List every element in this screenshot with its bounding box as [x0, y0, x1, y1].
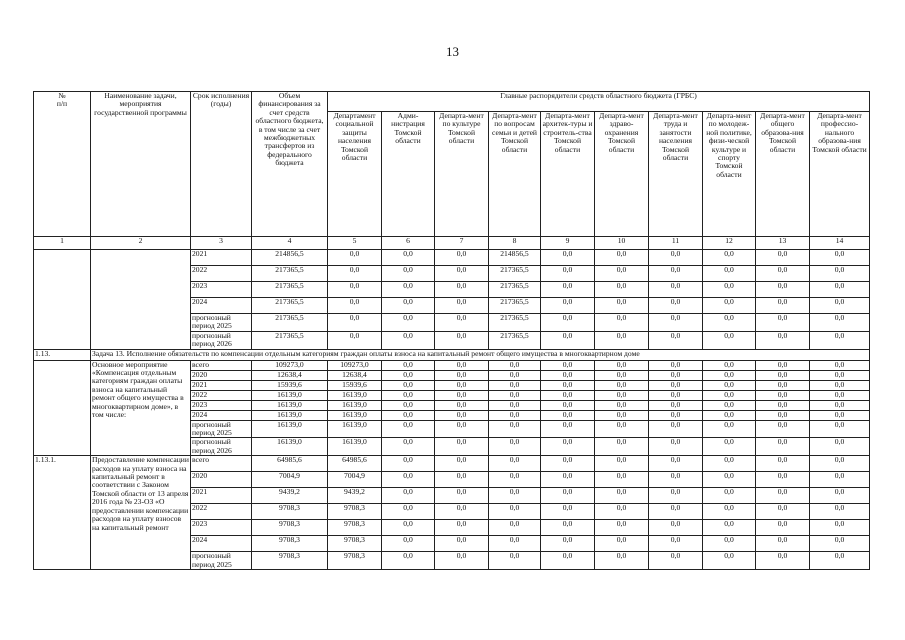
value-cell: 0,0 [382, 438, 435, 456]
period-cell: прогнозный период 2026 [191, 331, 252, 349]
value-cell: 0,0 [649, 420, 703, 438]
value-cell: 0,0 [382, 331, 435, 349]
value-cell: 0,0 [703, 410, 756, 420]
value-cell: 0,0 [382, 360, 435, 370]
value-cell: 0,0 [810, 456, 870, 472]
period-cell: прогнозный период 2025 [191, 314, 252, 332]
value-cell: 64985,6 [252, 456, 328, 472]
value-cell: 0,0 [756, 298, 810, 314]
value-cell: 0,0 [810, 472, 870, 488]
value-cell: 0,0 [810, 410, 870, 420]
value-cell: 16139,0 [252, 420, 328, 438]
value-cell: 0,0 [382, 250, 435, 266]
header-col-name: Наименование задачи, мероприятия государственной программы [91, 92, 191, 237]
value-cell: 0,0 [489, 488, 541, 504]
value-cell: 0,0 [703, 266, 756, 282]
value-cell: 0,0 [435, 400, 489, 410]
value-cell: 0,0 [541, 400, 595, 410]
value-cell: 0,0 [541, 390, 595, 400]
value-cell: 0,0 [382, 520, 435, 536]
value-cell: 0,0 [649, 488, 703, 504]
value-cell: 0,0 [382, 472, 435, 488]
value-cell: 9708,3 [328, 536, 382, 552]
value-cell: 64985,6 [328, 456, 382, 472]
value-cell: 0,0 [435, 380, 489, 390]
value-cell: 0,0 [595, 314, 649, 332]
value-cell: 0,0 [649, 331, 703, 349]
value-cell: 0,0 [595, 472, 649, 488]
value-cell: 0,0 [703, 472, 756, 488]
value-cell: 0,0 [489, 370, 541, 380]
column-number: 3 [191, 237, 252, 250]
value-cell: 16139,0 [328, 438, 382, 456]
header-grbs-3: Департа-мент по культуре Томской области [435, 112, 489, 237]
value-cell: 0,0 [810, 504, 870, 520]
value-cell: 0,0 [703, 438, 756, 456]
column-number: 10 [595, 237, 649, 250]
value-cell: 0,0 [756, 370, 810, 380]
period-cell: 2020 [191, 472, 252, 488]
value-cell: 217365,5 [489, 314, 541, 332]
value-cell: 0,0 [328, 314, 382, 332]
value-cell: 0,0 [541, 314, 595, 332]
header-grbs-1: Департамент социальной защиты населения Томской области [328, 112, 382, 237]
period-cell: 2023 [191, 282, 252, 298]
value-cell: 217365,5 [252, 298, 328, 314]
value-cell: 0,0 [435, 360, 489, 370]
value-cell: 0,0 [810, 400, 870, 410]
value-cell: 0,0 [541, 420, 595, 438]
value-cell: 0,0 [541, 250, 595, 266]
value-cell: 0,0 [649, 504, 703, 520]
value-cell: 9708,3 [252, 520, 328, 536]
value-cell: 0,0 [541, 380, 595, 390]
column-number: 11 [649, 237, 703, 250]
value-cell: 0,0 [435, 472, 489, 488]
value-cell: 0,0 [435, 314, 489, 332]
column-number: 5 [328, 237, 382, 250]
value-cell: 0,0 [541, 282, 595, 298]
value-cell: 0,0 [649, 250, 703, 266]
task-row [34, 349, 870, 360]
value-cell: 0,0 [649, 314, 703, 332]
value-cell: 0,0 [541, 552, 595, 570]
value-cell: 0,0 [382, 370, 435, 380]
value-cell: 0,0 [756, 400, 810, 410]
value-cell: 217365,5 [252, 314, 328, 332]
value-cell: 0,0 [810, 282, 870, 298]
value-cell: 0,0 [541, 536, 595, 552]
value-cell: 0,0 [435, 410, 489, 420]
value-cell: 0,0 [382, 282, 435, 298]
period-cell: прогнозный период 2025 [191, 420, 252, 438]
value-cell: 0,0 [810, 250, 870, 266]
value-cell: 0,0 [382, 536, 435, 552]
value-cell: 0,0 [756, 390, 810, 400]
value-cell: 217365,5 [252, 282, 328, 298]
value-cell: 0,0 [703, 400, 756, 410]
header-grbs-8: Департа-мент по молодеж-ной политике, физи-ческой культуре и спорту Томской области [703, 112, 756, 237]
value-cell: 0,0 [703, 298, 756, 314]
value-cell: 0,0 [810, 536, 870, 552]
value-cell: 0,0 [328, 250, 382, 266]
value-cell: 217365,5 [489, 282, 541, 298]
value-cell: 15939,6 [328, 380, 382, 390]
row-number: 1.13.1. [34, 456, 91, 570]
value-cell: 0,0 [489, 438, 541, 456]
value-cell: 0,0 [595, 552, 649, 570]
table-row [34, 360, 870, 370]
value-cell: 0,0 [541, 520, 595, 536]
value-cell: 0,0 [435, 250, 489, 266]
value-cell: 0,0 [435, 298, 489, 314]
value-cell: 217365,5 [489, 266, 541, 282]
value-cell: 0,0 [703, 504, 756, 520]
value-cell: 0,0 [541, 504, 595, 520]
value-cell: 0,0 [595, 438, 649, 456]
value-cell: 0,0 [595, 456, 649, 472]
value-cell: 0,0 [595, 390, 649, 400]
column-number: 14 [810, 237, 870, 250]
value-cell: 0,0 [382, 488, 435, 504]
value-cell: 0,0 [756, 314, 810, 332]
value-cell: 16139,0 [252, 410, 328, 420]
value-cell: 0,0 [382, 314, 435, 332]
value-cell: 0,0 [649, 266, 703, 282]
activity-name [91, 250, 191, 350]
value-cell: 0,0 [489, 472, 541, 488]
value-cell: 0,0 [595, 400, 649, 410]
value-cell: 0,0 [810, 360, 870, 370]
value-cell: 0,0 [328, 266, 382, 282]
value-cell: 12638,4 [328, 370, 382, 380]
value-cell: 0,0 [382, 380, 435, 390]
value-cell: 0,0 [382, 410, 435, 420]
value-cell: 0,0 [595, 266, 649, 282]
value-cell: 0,0 [541, 410, 595, 420]
value-cell: 16139,0 [328, 410, 382, 420]
table-row [34, 456, 870, 472]
value-cell: 0,0 [756, 360, 810, 370]
value-cell: 0,0 [489, 390, 541, 400]
value-cell: 0,0 [435, 282, 489, 298]
value-cell: 0,0 [595, 520, 649, 536]
value-cell: 0,0 [703, 360, 756, 370]
value-cell: 7004,9 [252, 472, 328, 488]
value-cell: 0,0 [756, 504, 810, 520]
header-grbs-4: Департа-мент по вопросам семьи и детей Томской области [489, 112, 541, 237]
value-cell: 0,0 [328, 331, 382, 349]
value-cell: 217365,5 [252, 266, 328, 282]
value-cell: 7004,9 [328, 472, 382, 488]
value-cell: 0,0 [703, 552, 756, 570]
value-cell: 0,0 [595, 298, 649, 314]
value-cell: 0,0 [489, 536, 541, 552]
value-cell: 0,0 [435, 266, 489, 282]
value-cell: 0,0 [756, 410, 810, 420]
value-cell: 9439,2 [328, 488, 382, 504]
value-cell: 0,0 [489, 410, 541, 420]
value-cell: 0,0 [435, 390, 489, 400]
column-number: 2 [91, 237, 191, 250]
value-cell: 0,0 [435, 331, 489, 349]
value-cell: 0,0 [703, 314, 756, 332]
value-cell: 0,0 [649, 456, 703, 472]
value-cell: 0,0 [382, 456, 435, 472]
value-cell: 0,0 [435, 488, 489, 504]
column-number: 9 [541, 237, 595, 250]
column-number: 6 [382, 237, 435, 250]
value-cell: 9708,3 [252, 504, 328, 520]
value-cell: 0,0 [703, 536, 756, 552]
header-grbs-9: Департа-мент общего образова-ния Томской области [756, 112, 810, 237]
value-cell: 0,0 [756, 282, 810, 298]
value-cell: 0,0 [703, 380, 756, 390]
value-cell: 0,0 [756, 250, 810, 266]
value-cell: 0,0 [649, 400, 703, 410]
period-cell: 2024 [191, 410, 252, 420]
period-cell: 2023 [191, 400, 252, 410]
value-cell: 0,0 [810, 266, 870, 282]
value-cell: 0,0 [489, 420, 541, 438]
value-cell: 0,0 [703, 250, 756, 266]
value-cell: 109273,0 [252, 360, 328, 370]
value-cell: 9439,2 [252, 488, 328, 504]
period-cell: 2022 [191, 266, 252, 282]
value-cell: 16139,0 [328, 390, 382, 400]
value-cell: 0,0 [810, 438, 870, 456]
column-number: 13 [756, 237, 810, 250]
period-cell: 2021 [191, 488, 252, 504]
value-cell: 0,0 [649, 536, 703, 552]
value-cell: 0,0 [756, 438, 810, 456]
value-cell: 0,0 [703, 370, 756, 380]
value-cell: 0,0 [649, 380, 703, 390]
value-cell: 9708,3 [328, 520, 382, 536]
value-cell: 0,0 [810, 298, 870, 314]
value-cell: 0,0 [595, 410, 649, 420]
value-cell: 214856,5 [252, 250, 328, 266]
value-cell: 0,0 [595, 504, 649, 520]
value-cell: 0,0 [756, 331, 810, 349]
value-cell: 0,0 [756, 266, 810, 282]
value-cell: 0,0 [382, 390, 435, 400]
value-cell: 0,0 [489, 360, 541, 370]
value-cell: 217365,5 [489, 331, 541, 349]
value-cell: 0,0 [435, 520, 489, 536]
value-cell: 0,0 [810, 331, 870, 349]
header-grbs-5: Департа-мент архитек-туры и строитель-ства Томской области [541, 112, 595, 237]
value-cell: 0,0 [810, 370, 870, 380]
column-number: 4 [252, 237, 328, 250]
period-cell: 2024 [191, 298, 252, 314]
value-cell: 0,0 [649, 390, 703, 400]
value-cell: 16139,0 [328, 420, 382, 438]
value-cell: 0,0 [435, 438, 489, 456]
period-cell: всего [191, 456, 252, 472]
value-cell: 0,0 [649, 282, 703, 298]
value-cell: 0,0 [703, 456, 756, 472]
value-cell: 15939,6 [252, 380, 328, 390]
value-cell: 0,0 [435, 456, 489, 472]
value-cell: 0,0 [382, 266, 435, 282]
value-cell: 0,0 [810, 420, 870, 438]
value-cell: 0,0 [756, 456, 810, 472]
column-number: 8 [489, 237, 541, 250]
header-col-period: Срок исполнения (годы) [191, 92, 252, 237]
value-cell: 0,0 [595, 250, 649, 266]
value-cell: 0,0 [703, 331, 756, 349]
period-cell: 2024 [191, 536, 252, 552]
header-col-number: № п/п [34, 92, 91, 237]
value-cell: 0,0 [756, 472, 810, 488]
value-cell: 0,0 [489, 400, 541, 410]
value-cell: 0,0 [595, 380, 649, 390]
value-cell: 0,0 [541, 331, 595, 349]
activity-name: Предоставление компенсации расходов на уплату взноса на капитальный ремонт в соответствии с Законом Томской области от 13 апреля 2016 года № 23-ОЗ «О предоставлении компенсации расходов на уплату взносов на капитальный ремонт [91, 456, 191, 570]
value-cell: 0,0 [756, 536, 810, 552]
period-cell: 2022 [191, 504, 252, 520]
value-cell: 16139,0 [252, 400, 328, 410]
value-cell: 217365,5 [252, 331, 328, 349]
value-cell: 0,0 [489, 456, 541, 472]
value-cell: 0,0 [756, 380, 810, 390]
value-cell: 0,0 [810, 390, 870, 400]
value-cell: 0,0 [649, 360, 703, 370]
value-cell: 0,0 [595, 420, 649, 438]
value-cell: 9708,3 [252, 552, 328, 570]
value-cell: 0,0 [595, 331, 649, 349]
value-cell: 0,0 [595, 370, 649, 380]
header-grbs-2: Адми-нистрация Томской области [382, 112, 435, 237]
row-number [34, 250, 91, 350]
period-cell: 2021 [191, 380, 252, 390]
value-cell: 0,0 [810, 380, 870, 390]
value-cell: 0,0 [435, 370, 489, 380]
value-cell: 0,0 [328, 298, 382, 314]
header-grbs-group: Главные распорядители средств областного бюджета (ГРБС) [328, 92, 870, 112]
period-cell: 2020 [191, 370, 252, 380]
row-number [34, 360, 91, 456]
budget-table [33, 91, 870, 570]
value-cell: 0,0 [703, 390, 756, 400]
page-number: 13 [446, 44, 459, 59]
value-cell: 0,0 [703, 420, 756, 438]
value-cell: 0,0 [703, 520, 756, 536]
value-cell: 0,0 [756, 420, 810, 438]
header-grbs-6: Департа-мент здраво-охранения Томской области [595, 112, 649, 237]
value-cell: 0,0 [756, 552, 810, 570]
value-cell: 0,0 [541, 370, 595, 380]
value-cell: 0,0 [382, 420, 435, 438]
value-cell: 0,0 [541, 488, 595, 504]
value-cell: 214856,5 [489, 250, 541, 266]
value-cell: 0,0 [649, 370, 703, 380]
value-cell: 0,0 [382, 504, 435, 520]
task-number: 1.13. [34, 349, 91, 360]
value-cell: 0,0 [435, 504, 489, 520]
value-cell: 9708,3 [252, 536, 328, 552]
value-cell: 0,0 [382, 552, 435, 570]
activity-name: Основное мероприятие «Компенсация отдельным категориям граждан оплаты взноса на капитальный ремонт общего имущества в многоквартирном доме», в том числе: [91, 360, 191, 456]
value-cell: 109273,0 [328, 360, 382, 370]
value-cell: 0,0 [595, 536, 649, 552]
table-row [34, 250, 870, 266]
value-cell: 0,0 [489, 504, 541, 520]
value-cell: 0,0 [489, 520, 541, 536]
value-cell: 0,0 [810, 520, 870, 536]
value-cell: 0,0 [489, 380, 541, 390]
period-cell: прогнозный период 2026 [191, 438, 252, 456]
value-cell: 0,0 [541, 438, 595, 456]
period-cell: 2022 [191, 390, 252, 400]
value-cell: 0,0 [595, 360, 649, 370]
value-cell: 0,0 [649, 438, 703, 456]
value-cell: 0,0 [328, 282, 382, 298]
column-number: 12 [703, 237, 756, 250]
value-cell: 0,0 [435, 552, 489, 570]
value-cell: 0,0 [382, 298, 435, 314]
column-number: 7 [435, 237, 489, 250]
period-cell: всего [191, 360, 252, 370]
value-cell: 0,0 [541, 456, 595, 472]
header-col-volume: Объем финансирования за счет средств областного бюджета, в том числе за счет межбюджетных трансфертов из федерального бюджета [252, 92, 328, 237]
value-cell: 0,0 [595, 282, 649, 298]
value-cell: 0,0 [756, 488, 810, 504]
column-number: 1 [34, 237, 91, 250]
value-cell: 0,0 [541, 360, 595, 370]
header-grbs-10: Департа-мент профессио-нального образова-ния Томской области [810, 112, 870, 237]
value-cell: 0,0 [649, 472, 703, 488]
header-grbs-7: Департа-мент труда и занятости населения Томской области [649, 112, 703, 237]
value-cell: 0,0 [649, 298, 703, 314]
period-cell: 2021 [191, 250, 252, 266]
value-cell: 0,0 [810, 314, 870, 332]
value-cell: 0,0 [810, 552, 870, 570]
value-cell: 0,0 [810, 488, 870, 504]
value-cell: 217365,5 [489, 298, 541, 314]
task-title: Задача 13. Исполнение обязательств по компенсации отдельным категориям граждан оплаты взноса на капитальный ремонт общего имущества в многоквартирном доме [91, 349, 870, 360]
value-cell: 0,0 [435, 420, 489, 438]
value-cell: 9708,3 [328, 552, 382, 570]
value-cell: 0,0 [595, 488, 649, 504]
value-cell: 0,0 [649, 410, 703, 420]
value-cell: 12638,4 [252, 370, 328, 380]
value-cell: 0,0 [435, 536, 489, 552]
value-cell: 0,0 [649, 520, 703, 536]
value-cell: 0,0 [541, 266, 595, 282]
value-cell: 16139,0 [252, 390, 328, 400]
value-cell: 0,0 [541, 298, 595, 314]
value-cell: 0,0 [541, 472, 595, 488]
period-cell: 2023 [191, 520, 252, 536]
value-cell: 16139,0 [252, 438, 328, 456]
value-cell: 0,0 [382, 400, 435, 410]
value-cell: 0,0 [703, 282, 756, 298]
value-cell: 0,0 [649, 552, 703, 570]
value-cell: 16139,0 [328, 400, 382, 410]
value-cell: 0,0 [489, 552, 541, 570]
period-cell: прогнозный период 2025 [191, 552, 252, 570]
value-cell: 0,0 [703, 488, 756, 504]
value-cell: 0,0 [756, 520, 810, 536]
value-cell: 9708,3 [328, 504, 382, 520]
